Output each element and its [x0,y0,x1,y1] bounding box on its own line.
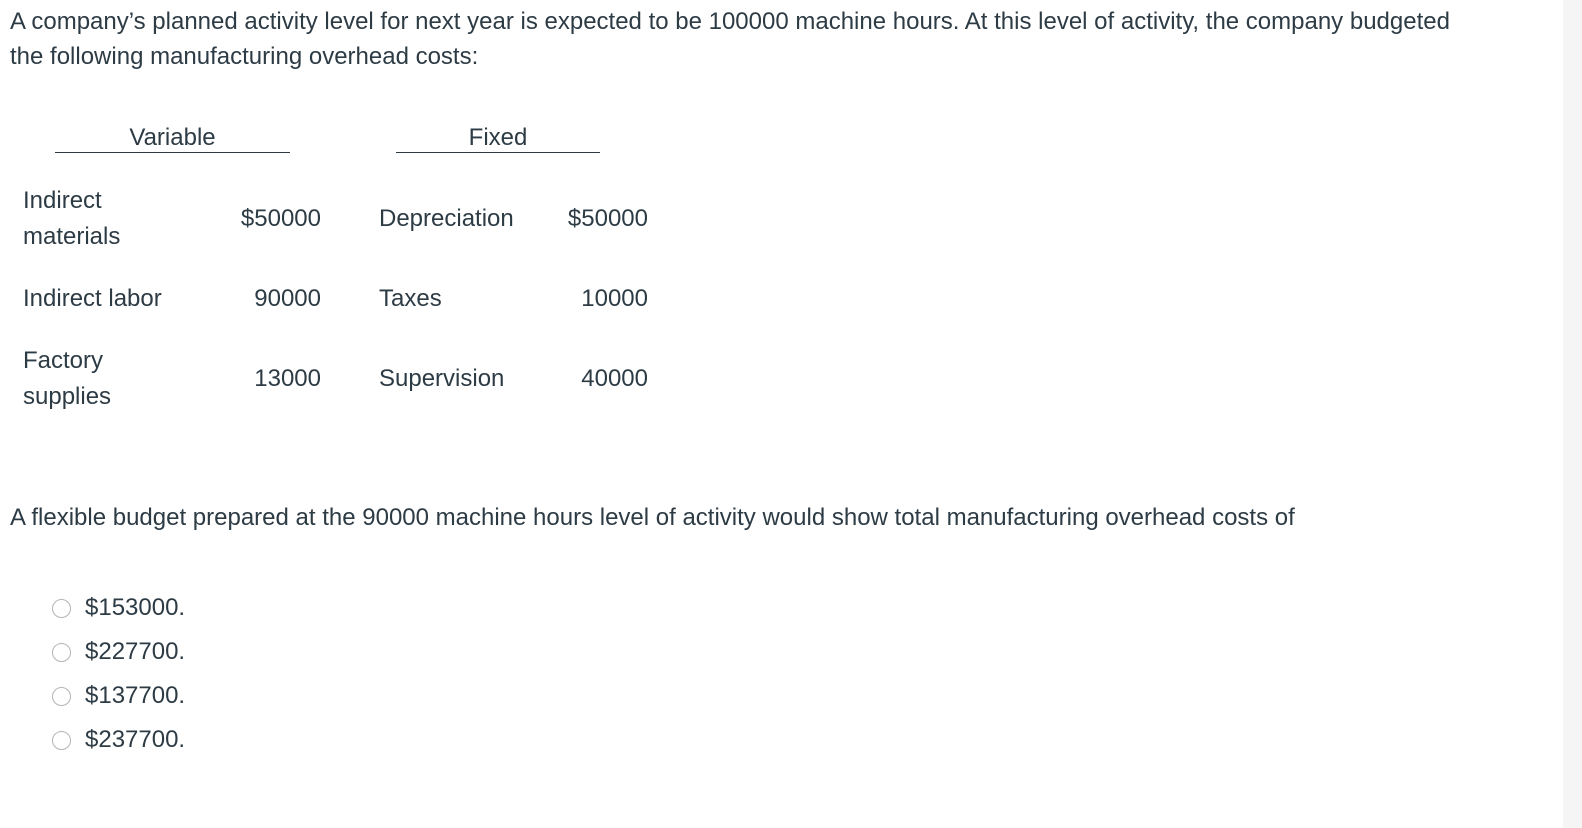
variable-cost-label-line: materials [23,223,121,250]
radio-button[interactable] [52,687,71,706]
fixed-cost-label: Supervision [379,365,505,392]
variable-cost-label-line: Indirect [23,187,102,214]
fixed-cost-label: Taxes [379,285,442,312]
fixed-cost-amount: $50000 [567,205,648,232]
variable-cost-amount: 90000 [254,285,321,312]
answer-label[interactable]: $237700. [85,726,186,753]
variable-cost-amount: $50000 [240,205,321,232]
cost-row-indirect-materials [0,183,700,255]
answer-label[interactable]: $227700. [85,638,186,665]
radio-button[interactable] [52,643,71,662]
scrollbar-track[interactable] [1563,0,1582,828]
question-prompt: A flexible budget prepared at the 90000 machine hours level of activity would show total manufacturing overhead costs of [10,504,1295,531]
fixed-column-header: Fixed [396,124,600,153]
variable-column-header: Variable [55,124,290,153]
answer-option[interactable] [52,718,185,762]
answer-option[interactable] [52,674,185,718]
fixed-cost-label: Depreciation [379,205,514,232]
variable-cost-label [23,343,193,415]
answer-option[interactable] [52,630,185,674]
answer-options [52,586,185,762]
variable-cost-amount: 13000 [254,365,321,392]
answer-label[interactable]: $137700. [85,682,186,709]
fixed-cost-amount: 40000 [581,365,648,392]
variable-cost-label [23,183,193,255]
cost-row-factory-supplies [0,343,700,415]
fixed-cost-amount: 10000 [581,285,648,312]
cost-row-indirect-labor [0,281,700,317]
variable-cost-label-line: Factory [23,347,104,374]
answer-label[interactable]: $153000. [85,594,186,621]
variable-cost-label-line: supplies [23,383,112,410]
radio-button[interactable] [52,599,71,618]
variable-cost-label: Indirect labor [23,285,162,312]
question-intro: A company’s planned activity level for next year is expected to be 100000 machine hours. At this level of activity, the company budgeted the following manufacturing overhead costs: [10,8,1450,70]
answer-option[interactable] [52,586,185,630]
radio-button[interactable] [52,731,71,750]
